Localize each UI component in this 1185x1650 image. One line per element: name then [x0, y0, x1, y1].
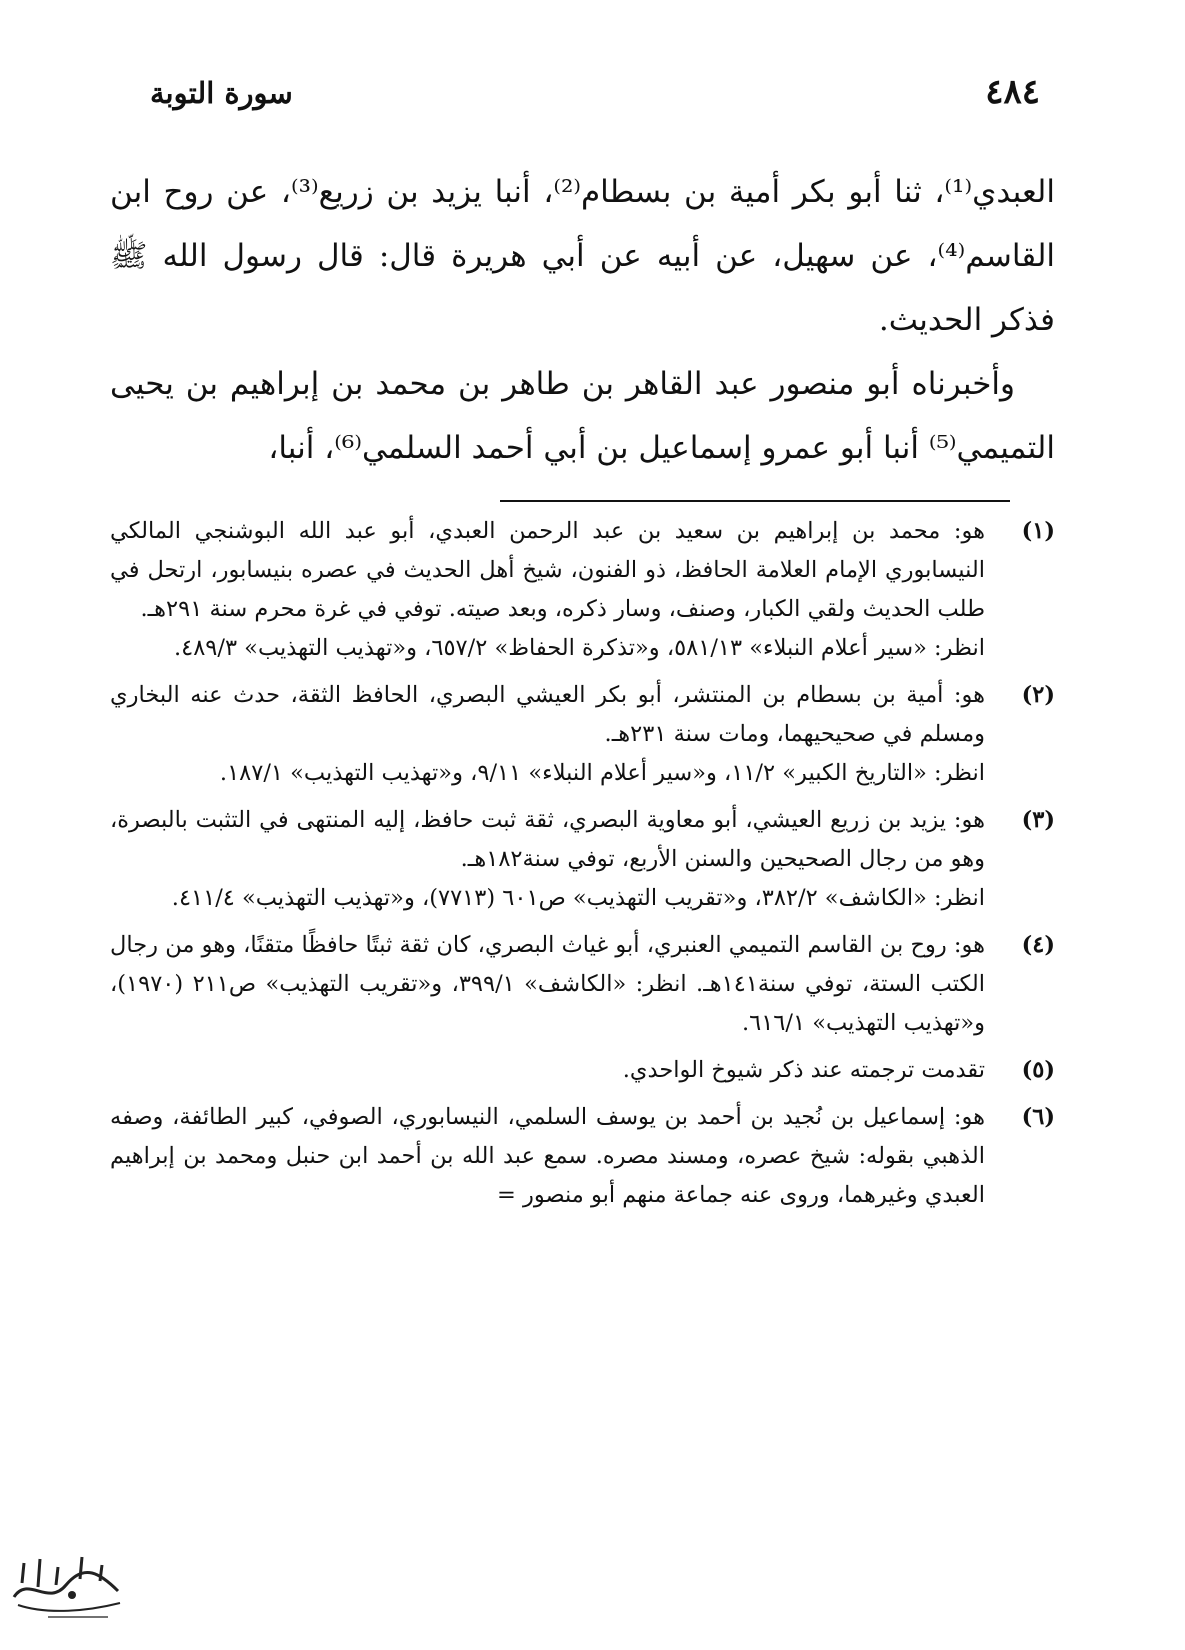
footnote — [110, 926, 1055, 1043]
footnote-number: (٥) — [1021, 1057, 1055, 1083]
footnote — [110, 801, 1055, 918]
main-text — [110, 160, 1055, 480]
footnote-number: (٢) — [1021, 682, 1055, 708]
footnote-text: هو: محمد بن إبراهيم بن سعيد بن عبد الرحمن العبدي، أبو عبد الله البوشنجي المالكي النيسابوري الإمام العلامة الحافظ، ذو الفنون، شيخ أهل الحديث في عصره بنيسابور، ارتحل في طلب الحديث ولقي الكبار، وصنف، وسار ذكره، وبعد صيته. توفي في غرة محرم سنة ٢٩١هـ. — [110, 518, 985, 622]
footnote — [110, 676, 1055, 793]
footnote-number: (٦) — [1021, 1104, 1055, 1130]
footnote-text: هو: روح بن القاسم التميمي العنبري، أبو غياث البصري، كان ثقة ثبتًا حافظًا متقنًا، وهو من رجال الكتب الستة، توفي سنة١٤١هـ. انظر: «الكاشف» ٣٩٩/١، و«تقريب التهذيب» ص٢١١ (١٩٧٠)، و«تهذيب التهذيب» ٦١٦/١. — [110, 932, 985, 1036]
footnote-text: هو: يزيد بن زريع العيشي، أبو معاوية البصري، ثقة ثبت حافظ، إليه المنتهى في التثبت بالبصرة، وهو من رجال الصحيحين والسنن الأربع، توفي سنة١٨٢هـ. — [110, 807, 985, 872]
page-number: ٤٨٤ — [985, 72, 1040, 112]
running-title: سورة التوبة — [150, 76, 293, 110]
footnote — [110, 1098, 1055, 1215]
footnotes — [110, 512, 1055, 1223]
footnote — [110, 512, 1055, 668]
footnote — [110, 1051, 1055, 1090]
footnote-number: (١) — [1021, 518, 1055, 544]
footnote-number: (٣) — [1021, 807, 1055, 833]
page-header — [150, 72, 1040, 132]
main-paragraph-2: وأخبرناه أبو منصور عبد القاهر بن طاهر بن محمد بن إبراهيم بن يحيى التميمي⁽⁵⁾ أنبا أبو عمرو إسماعيل بن أبي أحمد السلمي⁽⁶⁾، أنبا، — [110, 366, 1055, 466]
footnote-number: (٤) — [1021, 932, 1055, 958]
footnote-reference: انظر: «الكاشف» ٣٨٢/٢، و«تقريب التهذيب» ص٦٠١ (٧٧١٣)، و«تهذيب التهذيب» ٤١١/٤. — [171, 885, 985, 911]
footnote-reference: انظر: «سير أعلام النبلاء» ٥٨١/١٣، و«تذكرة الحفاظ» ٦٥٧/٢، و«تهذيب التهذيب» ٤٨٩/٣. — [173, 635, 985, 661]
footnote-text: هو: أمية بن بسطام بن المنتشر، أبو بكر العيشي البصري، الحافظ الثقة، حدث عنه البخاري ومسلم في صحيحيهما، ومات سنة ٢٣١هـ. — [110, 682, 985, 747]
main-paragraph-1: العبدي⁽¹⁾، ثنا أبو بكر أمية بن بسطام⁽²⁾، أنبا يزيد بن زريع⁽³⁾، عن روح ابن القاسم⁽⁴⁾، عن سهيل، عن أبيه عن أبي هريرة قال: قال رسول الله ﷺ فذكر الحديث. — [110, 174, 1055, 338]
footnote-divider — [500, 500, 1010, 502]
footnote-text: تقدمت ترجمته عند ذكر شيوخ الواحدي. — [622, 1057, 985, 1083]
footnote-reference: انظر: «التاريخ الكبير» ١١/٢، و«سير أعلام النبلاء» ٩/١١، و«تهذيب التهذيب» ١٨٧/١. — [219, 760, 985, 786]
library-stamp-logo — [8, 1545, 126, 1625]
footnote-text: هو: إسماعيل بن نُجيد بن أحمد بن يوسف السلمي، النيسابوري، الصوفي، كبير الطائفة، وصفه الذهبي بقوله: شيخ عصره، ومسند مصره. سمع عبد الله بن أحمد ابن حنبل ومحمد بن إبراهيم العبدي وغيرهما، وروى عنه جماعة منهم أبو منصور = — [110, 1104, 985, 1208]
